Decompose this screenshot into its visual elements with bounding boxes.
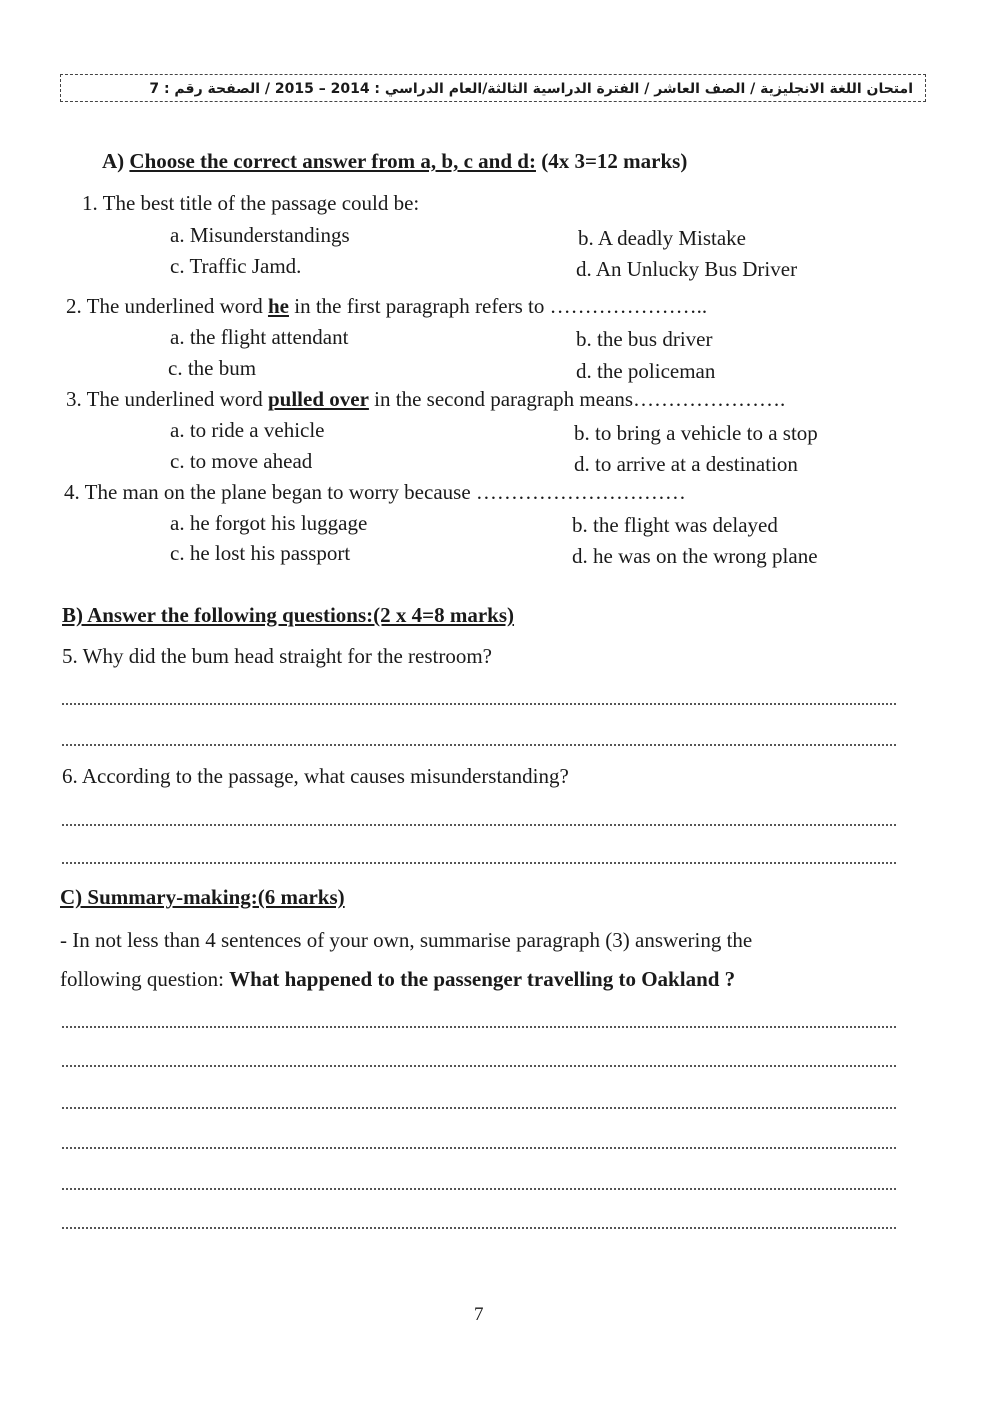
q2-option-d: d. the policeman bbox=[576, 359, 716, 383]
summary-instruction: - In not less than 4 sentences of your own, summarise paragraph (3) answering the bbox=[60, 928, 753, 952]
answer-line bbox=[62, 859, 896, 864]
section-a-heading bbox=[102, 148, 687, 174]
q3-option-a: a. to ride a vehicle bbox=[170, 418, 325, 442]
q3-option-c: c. to move ahead bbox=[170, 449, 313, 473]
q3-stem-pre: 3. The underlined word bbox=[66, 387, 268, 411]
summary-line bbox=[62, 1104, 896, 1109]
q1-option-b: b. A deadly Mistake bbox=[578, 226, 746, 250]
q2-option-b: b. the bus driver bbox=[576, 327, 713, 351]
summary-question bbox=[60, 966, 735, 992]
question-5: 5. Why did the bum head straight for the restroom? bbox=[62, 644, 493, 668]
q2-option-c: c. the bum bbox=[168, 356, 257, 380]
question-1-stem: 1. The best title of the passage could be: bbox=[82, 191, 420, 215]
section-c-heading: C) Summary-making:(6 marks) bbox=[60, 885, 345, 909]
q1-option-d: d. An Unlucky Bus Driver bbox=[576, 257, 798, 281]
q2-stem-pre: 2. The underlined word bbox=[66, 294, 268, 318]
summary-line bbox=[62, 1062, 896, 1067]
q2-option-a: a. the flight attendant bbox=[170, 325, 349, 349]
summary-question-bold: What happened to the passenger travelling to Oakland ? bbox=[229, 967, 736, 991]
q1-option-c: c. Traffic Jamd. bbox=[170, 254, 302, 278]
q3-keyword: pulled over bbox=[267, 387, 369, 411]
question-3-stem bbox=[66, 386, 785, 412]
q4-option-a: a. he forgot his luggage bbox=[170, 511, 368, 535]
q2-keyword: he bbox=[267, 294, 289, 318]
answer-line bbox=[62, 700, 896, 705]
page-number: 7 bbox=[474, 1304, 484, 1325]
q3-stem-post: in the second paragraph means…………………. bbox=[368, 387, 786, 411]
q4-option-b: b. the flight was delayed bbox=[572, 513, 778, 537]
q3-option-d: d. to arrive at a destination bbox=[574, 452, 798, 476]
section-a-label: A) bbox=[102, 149, 125, 173]
q4-option-d: d. he was on the wrong plane bbox=[572, 544, 818, 568]
summary-line bbox=[62, 1224, 896, 1229]
question-4-stem: 4. The man on the plane began to worry because ………………………… bbox=[64, 480, 686, 504]
question-2-stem bbox=[66, 293, 707, 319]
q1-option-a: a. Misunderstandings bbox=[170, 223, 350, 247]
q2-stem-post: in the first paragraph refers to ………………….. bbox=[288, 294, 708, 318]
summary-question-pre: following question: bbox=[60, 967, 230, 991]
question-6: 6. According to the passage, what causes misunderstanding? bbox=[62, 764, 569, 788]
answer-line bbox=[62, 741, 896, 746]
summary-line bbox=[62, 1185, 896, 1190]
q4-option-c: c. he lost his passport bbox=[170, 541, 351, 565]
answer-line bbox=[62, 821, 896, 826]
summary-line bbox=[62, 1023, 896, 1028]
section-b-heading: B) Answer the following questions:(2 x 4=8 marks) bbox=[62, 603, 515, 627]
exam-header: امتحان اللغة الانجليزية / الصف العاشر / الفترة الدراسية الثالثة/العام الدراسي : 2014 – 2015 / الصفحة رقم : 7 bbox=[60, 74, 926, 102]
summary-line bbox=[62, 1144, 896, 1149]
section-a-title: Choose the correct answer from a, b, c and d: bbox=[129, 149, 536, 173]
section-a-marks: (4x 3=12 marks) bbox=[541, 149, 688, 173]
q3-option-b: b. to bring a vehicle to a stop bbox=[574, 421, 818, 445]
